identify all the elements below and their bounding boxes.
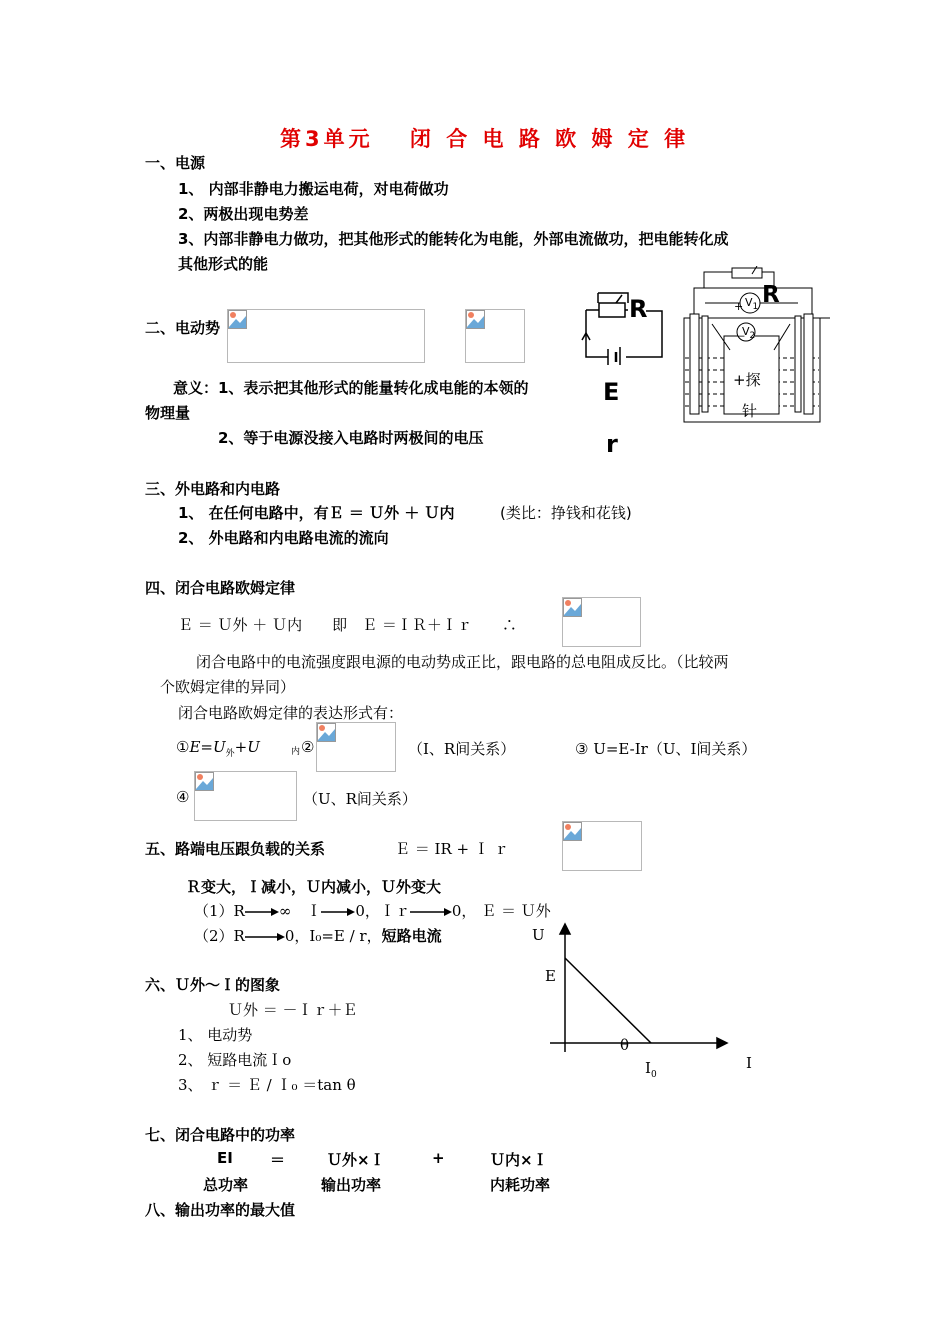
section-1-item-2: 2、两极出现电势差 xyxy=(178,205,309,223)
circuit-wire xyxy=(598,293,628,303)
formula-image-placeholder xyxy=(465,309,525,363)
broken-image-icon xyxy=(317,723,336,742)
x-axis-label: I xyxy=(746,1054,752,1072)
series-line xyxy=(565,958,651,1043)
electrode xyxy=(804,314,813,414)
minus-sign: — xyxy=(734,329,745,342)
section-1-heading: 一、电源 xyxy=(145,154,206,172)
arrow-right-icon xyxy=(245,907,279,917)
section-4-text-1: 闭合电路中的电流强度跟电源的电动势成正比，跟电路的总电阻成反比。（比较两 xyxy=(196,653,729,671)
resistor xyxy=(732,268,762,278)
emf-label: E xyxy=(603,378,620,406)
section-3-item-2: 2、 外电路和内电路电流的流向 xyxy=(178,529,389,547)
section-4-text-2: 个欧姆定律的异同） xyxy=(160,678,296,696)
section-5-case-1: （1）R ∞ Ｉ 0，Ｉｒ 0， Ｅ ＝ Ｕ外 xyxy=(194,902,551,920)
power-eq-internal: Ｕ内×Ｉ xyxy=(490,1151,548,1169)
broken-image-icon xyxy=(466,310,485,329)
section-6-heading: 六、Ｕ外～Ｉ的图象 xyxy=(145,976,281,994)
broken-image-icon xyxy=(195,772,214,791)
power-eq-plus: + xyxy=(432,1149,445,1167)
formula-image-placeholder xyxy=(227,309,425,363)
x-intercept-label: $I_0$ xyxy=(645,1059,657,1080)
cell-resistor-label: R xyxy=(762,282,780,308)
label-total-power: 总功率 xyxy=(203,1176,249,1194)
voltmeter-2-label: $V_2$ xyxy=(742,325,756,342)
formula-1-sub: 内 xyxy=(291,747,301,757)
probe-electrode xyxy=(795,316,801,412)
label-internal-power: 内耗功率 xyxy=(490,1176,551,1194)
internal-resistance-label: r xyxy=(606,430,618,458)
arrow-right-icon xyxy=(321,907,355,917)
section-8-heading: 八、输出功率的最大值 xyxy=(145,1201,296,1219)
section-2-meaning-1b: 物理量 xyxy=(145,404,191,422)
section-2-meaning-1: 意义：1、表示把其他形式的能量转化成电能的本领的 xyxy=(173,379,529,397)
broken-image-icon xyxy=(228,310,247,329)
page-title: 第3单元 闭 合 电 路 欧 姆 定 律 xyxy=(280,127,690,151)
section-7-heading: 七、闭合电路中的功率 xyxy=(145,1126,296,1144)
arrow-right-icon xyxy=(410,907,452,917)
y-intercept-label: E xyxy=(545,967,556,985)
label-output-power: 输出功率 xyxy=(321,1176,382,1194)
power-eq-equals: ＝ xyxy=(270,1151,286,1169)
section-2-meaning-2: 2、等于电源没接入电路时两极间的电压 xyxy=(218,429,484,447)
section-3-item-1: 1、 在任何电路中，有Ｅ ＝ Ｕ外 ＋ Ｕ内 xyxy=(178,504,455,522)
plus-sign: + xyxy=(734,300,744,313)
arrow-right-icon xyxy=(245,932,285,942)
u-i-chart xyxy=(545,922,735,1062)
formula-image-placeholder xyxy=(194,771,297,821)
formula-image-placeholder xyxy=(562,821,642,871)
formula-2-marker: ② xyxy=(301,738,315,756)
section-2-heading: 二、电动势 xyxy=(145,319,221,337)
y-axis-label: U xyxy=(532,926,545,944)
section-6-item-2: 2、 短路电流Ｉo xyxy=(178,1051,292,1069)
section-5-heading: 五、路端电压跟负载的关系 xyxy=(145,840,326,858)
section-3-item-1-note: (类比：挣钱和花钱) xyxy=(500,504,632,522)
formula-4-marker: ④ xyxy=(176,788,190,806)
formula-1: $①E=U_外+U$ xyxy=(176,738,260,759)
probe-label-2: 针 xyxy=(742,402,758,420)
section-5-formula: Ｅ ＝ IR + Ｉ ｒ xyxy=(395,840,509,858)
section-4-heading: 四、闭合电路欧姆定律 xyxy=(145,579,296,597)
section-5-line-1: Ｒ变大，Ｉ减小，Ｕ内减小，Ｕ外变大 xyxy=(186,878,442,896)
section-6-item-1: 1、 电动势 xyxy=(178,1026,253,1044)
formula-image-placeholder xyxy=(316,722,396,772)
formula-3: ③ U=E-Ir（U、I间关系） xyxy=(575,740,757,758)
broken-image-icon xyxy=(563,598,582,617)
section-6-formula: Ｕ外 ＝ －Ｉｒ＋Ｅ xyxy=(228,1001,358,1019)
power-eq-output: Ｕ外×Ｉ xyxy=(327,1151,385,1169)
section-1-item-3: 3、内部非静电力做功，把其他形式的能转化为电能，外部电流做功，把电能转化成 xyxy=(178,230,729,248)
section-6-item-3: 3、 ｒ ＝ Ｅ / Ｉ₀ ＝tan θ xyxy=(178,1076,356,1094)
broken-image-icon xyxy=(563,822,582,841)
section-1-item-1: 1、 内部非静电力搬运电荷，对电荷做功 xyxy=(178,180,449,198)
section-4-text-3: 闭合电路欧姆定律的表达形式有： xyxy=(178,704,404,722)
formula-4-note: （U、R间关系） xyxy=(303,790,417,808)
electrode xyxy=(690,314,699,414)
section-1-item-3-cont: 其他形式的能 xyxy=(178,255,269,273)
y-axis-arrow-icon xyxy=(560,924,570,934)
power-eq-total: EI xyxy=(217,1149,233,1167)
probe-label: +探 xyxy=(733,371,761,389)
voltmeter-1-label: $V_1$ xyxy=(745,296,759,313)
section-4-formula: Ｅ ＝ Ｕ外 ＋ Ｕ内 即 Ｅ ＝ＩＲ＋Ｉｒ ∴ xyxy=(178,616,517,634)
formula-image-placeholder xyxy=(562,597,641,647)
x-axis-arrow-icon xyxy=(717,1038,727,1048)
angle-label: θ xyxy=(620,1036,630,1054)
section-5-case-2: （2）R 0，I₀=E / r，短路电流 xyxy=(194,927,442,945)
resistor-label: R xyxy=(629,295,648,323)
resistor xyxy=(599,303,625,317)
circuit-diagram xyxy=(578,285,673,365)
section-3-heading: 三、外电路和内电路 xyxy=(145,480,281,498)
formula-2-note: （I、R间关系） xyxy=(408,740,516,758)
slider-arrow xyxy=(616,295,622,303)
probe-electrode xyxy=(702,316,708,412)
